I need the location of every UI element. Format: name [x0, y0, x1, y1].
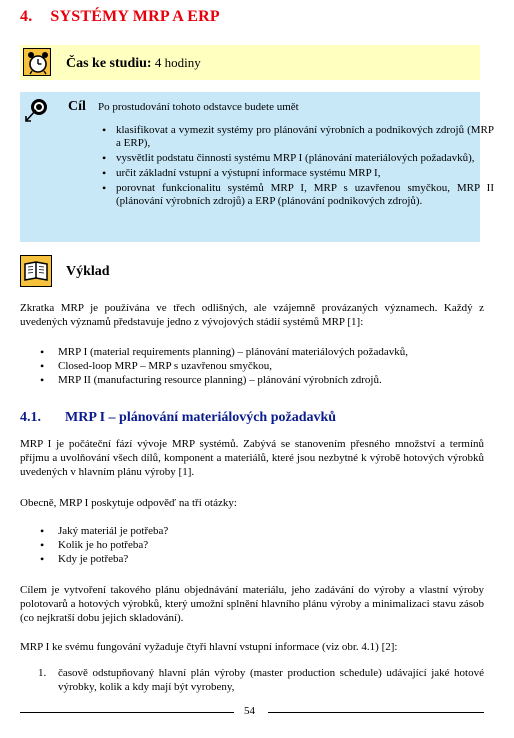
section-title: [20, 410, 336, 426]
footer-divider-right: [268, 712, 484, 713]
list-item: • Jaký materiál je potřeba?: [58, 524, 478, 538]
list-item: • klasifikovat a vymezit systémy pro plánování výrobních a podnikových zdrojů (MRP a ERP),: [116, 124, 494, 150]
goal-box: [20, 92, 494, 242]
goal-paragraph: Cílem je vytvoření takového plánu objednávání materiálu, jeho zadávání do výroby a vlastní výroby polotovarů a hotových výrobků, který umožní splnění hlavního plánu výroby a minimalizaci stavu zásob (co nejkratší dobu jejich skladování).: [20, 584, 484, 624]
book-icon: [20, 255, 52, 287]
page-number: 54: [244, 705, 255, 717]
questions-list: [58, 524, 478, 566]
alarm-clock-icon: [23, 48, 51, 76]
list-item: • vysvětlit podstatu činnosti systému MRP I (plánování materiálových požadavků),: [116, 152, 494, 165]
list-item: • MRP II (manufacturing resource planning) – plánování výrobních zdrojů.: [58, 373, 478, 387]
list-item: • určit základní vstupní a výstupní informace systému MRP I,: [116, 167, 494, 180]
list-item: • MRP I (material requirements planning) – plánování materiálových požadavků,: [58, 345, 478, 359]
list-item: • Kdy je potřeba?: [58, 552, 478, 566]
list-item: • Closed-loop MRP – MRP s uzavřenou smyčkou,: [58, 359, 478, 373]
study-time: [66, 55, 201, 72]
mrp1-paragraph: MRP I je počáteční fází vývoje MRP systémů. Zabývá se stanovením přesného množství a termínů příjmu a uvolňování všech dílů, komponent a materiálů, které jsou nezbytné k výrobě hotových výrobků uvedených v hlavním plánu výroby [1].: [20, 438, 484, 478]
list-item: [20, 666, 484, 694]
meanings-list: [58, 345, 478, 387]
goal-list: [98, 124, 494, 210]
goal-title: Cíl: [68, 99, 86, 114]
inputs-list: [20, 666, 484, 694]
goal-intro: Po prostudování tohoto odstavce budete umět: [98, 101, 299, 113]
study-time-value: 4 hodiny: [154, 55, 201, 70]
footer-divider-left: [20, 712, 234, 713]
study-time-label: Čas ke studiu:: [66, 56, 152, 71]
chapter-title: [20, 8, 220, 26]
questions-intro: Obecně, MRP I poskytuje odpověď na tři otázky:: [20, 497, 237, 509]
list-item-text: časově odstupňovaný hlavní plán výroby (master production schedule) udávající jaké hotové výrobky, kolik a kdy mají být vyrobeny,: [58, 667, 484, 693]
chapter-title-text: SYSTÉMY MRP A ERP: [50, 8, 220, 25]
intro-paragraph: Zkratka MRP je používána ve třech odlišných, ale vzájemně provázaných významech. Každý z uvedených významů představuje jedno z vývojových stádií systémů MRP [1]:: [20, 302, 484, 328]
target-icon: [23, 95, 51, 123]
list-marker: 1.: [38, 667, 47, 679]
chapter-number: 4.: [20, 8, 33, 25]
section-number: 4.1.: [20, 410, 41, 425]
list-item: • porovnat funkcionalitu systémů MRP I, MRP s uzavřenou smyčkou, MRP II (plánování výrobních zdrojů) a ERP (plánování podnikových zdrojů).: [116, 182, 494, 208]
explanation-heading: Výklad: [66, 264, 110, 279]
section-title-text: MRP I – plánování materiálových požadavků: [65, 410, 337, 425]
study-time-box: [20, 45, 480, 80]
list-item: • Kolik je ho potřeba?: [58, 538, 478, 552]
inputs-intro: MRP I ke svému fungování vyžaduje čtyři hlavní vstupní informace (viz obr. 4.1) [2]:: [20, 641, 398, 653]
